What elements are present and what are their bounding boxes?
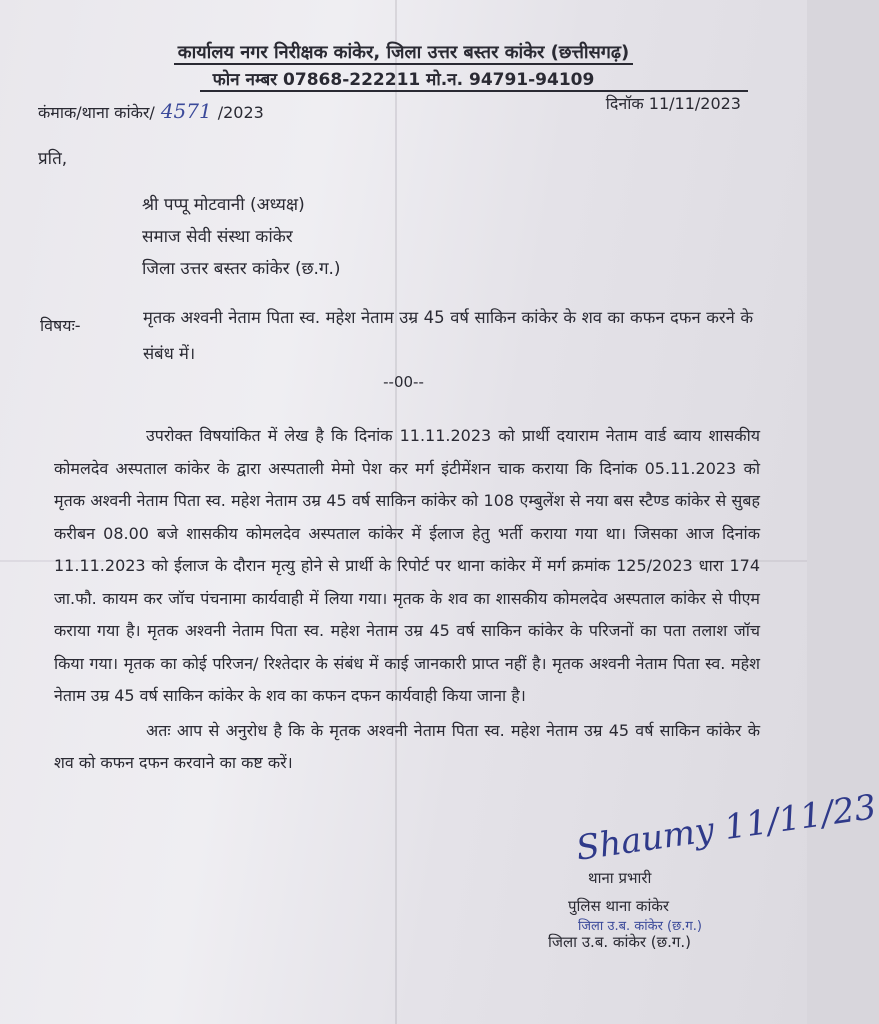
- recipient-line-3: जिला उत्तर बस्तर कांकेर (छ.ग.): [142, 259, 341, 279]
- district-line: जिला उ.ब. कांकेर (छ.ग.): [548, 933, 691, 951]
- body-paragraph-1: उपरोक्त विषयांकित में लेख है कि दिनांक 11.11.2023 को प्रार्थी दयाराम नेताम वार्ड ब्वाय शासकीय कोमलदेव अस्पताल कांकेर के द्वारा अस्पताली मेमो पेश कर मर्ग इंटीमेंशन चाक कराया कि दिनांक 05.11.2023 को मृतक अश्वनी नेताम पिता स्व. महेश नेताम उम्र 45 वर्ष साकिन कांकेर को 108 एम्बुलेंश से नया बस स्टैण्ड कांकेर से सुबह करीबन 08.00 बजे शासकीय कोमलदेव अस्पताल कांकेर में ईलाज हेतु भर्ती कराया गया था। जिसका आज दिनांक 11.11.2023 को ईलाज के दौरान मृत्यु होने से प्रार्थी के रिपोर्ट पर थाना कांकेर में मर्ग क्रमांक 125/2023 धारा 174 जा.फौ. कायम कर जॉच पंचनामा कार्यवाही में लिया गया। मृतक के शव का शासकीय कोमलदेव अस्पताल कांकेर से पीएम कराया गया है। मृतक अश्वनी नेताम पिता स्व. महेश नेताम उम्र 45 वर्ष साकिन कांकेर के परिजनों का पता तलाश जॉच किया गया। मृतक का कोई परिजन/ रिश्तेदार के संबंध में काई जानकारी प्राप्त नहीं है। मृतक अश्वनी नेताम पिता स्व. महेश नेताम उम्र 45 वर्ष साकिन कांकेर के शव का कफन दफन कार्यवाही किया जाना है।: [54, 426, 761, 705]
- handwritten-signature: Shaumy 11/11/23: [573, 787, 879, 869]
- salutation: प्रति,: [38, 149, 68, 169]
- recipient-line-2: समाज सेवी संस्था कांकेर: [142, 227, 293, 247]
- signature-block: [573, 787, 879, 869]
- police-station-stamp: पुलिस थाना कांकेर: [568, 897, 669, 915]
- subject-label: विषयः-: [40, 316, 81, 335]
- body-paragraph-2: अतः आप से अनुरोध है कि के मृतक अश्वनी नेताम पिता स्व. महेश नेताम उम्र 45 वर्ष साकिन कांकेर के शव को कफन दफन करवाने का कष्ट करें।: [54, 720, 760, 772]
- letter-date: दिनॉक 11/11/2023: [605, 94, 741, 113]
- reference-prefix: कंमाक/थाना कांकेर/: [38, 103, 155, 122]
- reference-number: [38, 99, 264, 123]
- reference-year: /2023: [217, 103, 264, 122]
- letterhead-office: कार्यालय नगर निरीक्षक कांकेर, जिला उत्तर बस्तर कांकेर (छत्तीसगढ़): [0, 40, 807, 64]
- letterhead-phone: फोन नम्बर 07868-222211 मो.न. 94791-94109: [212, 70, 595, 90]
- subject-text: मृतक अश्वनी नेताम पिता स्व. महेश नेताम उम्र 45 वर्ष साकिन कांकेर के शव का कफन दफन करने के संबंध में।: [143, 308, 753, 363]
- stamp-seal-line: जिला उ.ब. कांकेर (छ.ग.): [578, 919, 702, 934]
- section-divider: --00--: [383, 373, 424, 391]
- signatory-title: थाना प्रभारी: [588, 869, 652, 887]
- letter-body: [54, 420, 760, 780]
- recipient-line-1: श्री पप्पू मोटवानी (अध्यक्ष): [142, 195, 305, 215]
- reference-handwritten-number: 4571: [160, 99, 212, 123]
